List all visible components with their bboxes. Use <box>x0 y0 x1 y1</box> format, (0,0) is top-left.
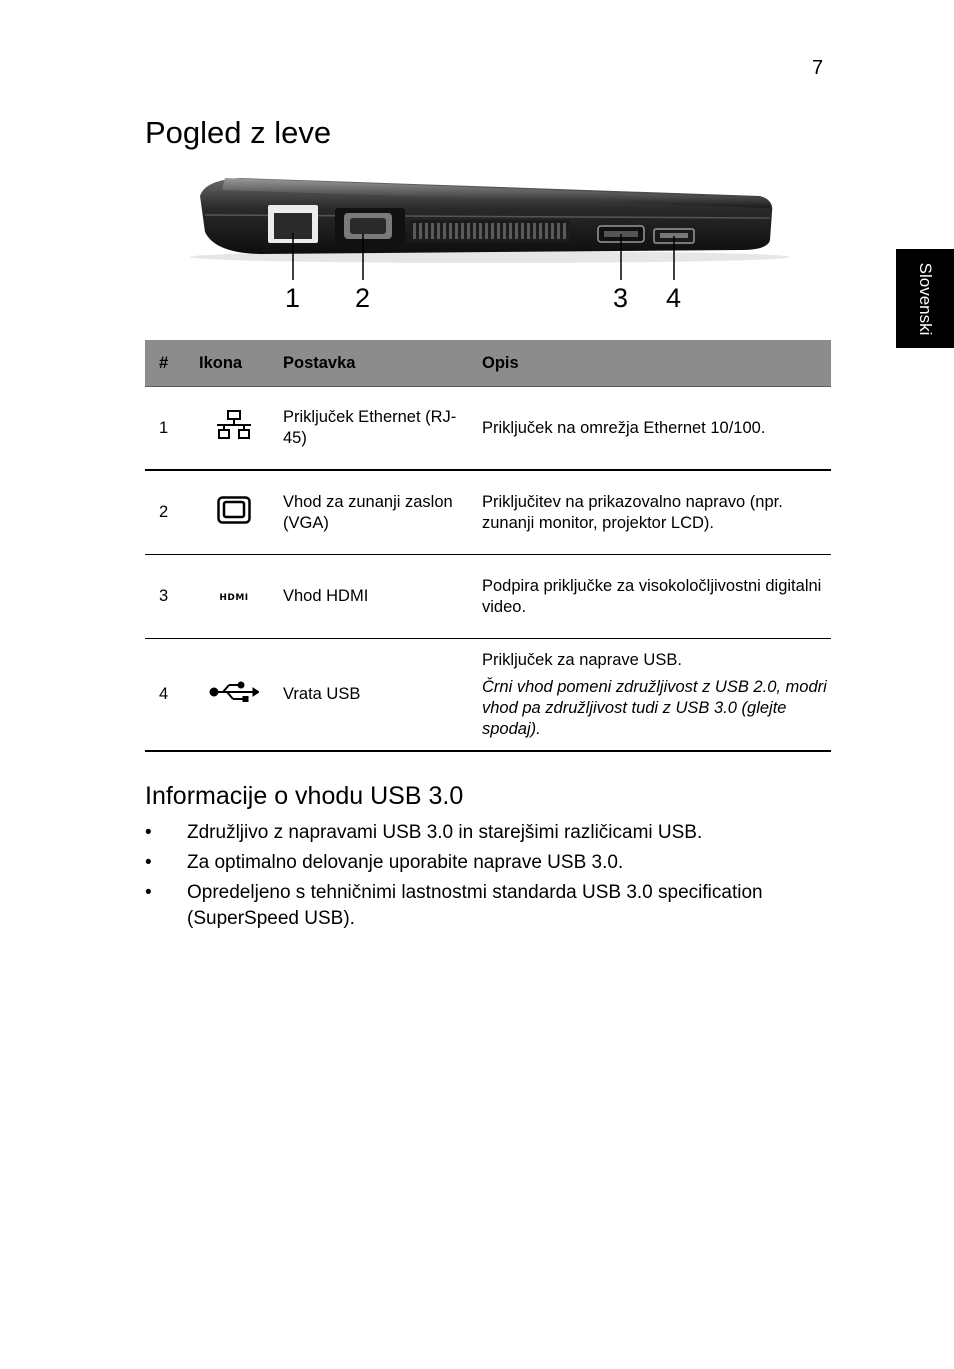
header-item: Postavka <box>269 340 468 387</box>
page-number: 7 <box>812 57 824 79</box>
row-description: Priključek na omrežja Ethernet 10/100. <box>468 387 831 471</box>
callout-3: 3 <box>613 283 629 313</box>
row-number: 2 <box>145 470 199 555</box>
ports-table <box>145 340 831 752</box>
ventilation-grille <box>410 220 570 242</box>
row-number: 3 <box>145 555 199 639</box>
header-number: # <box>145 340 199 387</box>
table-row <box>145 387 831 471</box>
list-item: • Opredeljeno s tehničnimi lastnostmi standarda USB 3.0 specification (SuperSpeed USB). <box>145 880 835 932</box>
row-item: Vhod HDMI <box>269 555 468 639</box>
header-icon: Ikona <box>199 340 269 387</box>
section-title: Informacije o vhodu USB 3.0 <box>145 782 464 810</box>
table-row <box>145 470 831 555</box>
row-number: 1 <box>145 387 199 471</box>
row-item: Vrata USB <box>269 639 468 752</box>
callout-4: 4 <box>666 283 682 313</box>
list-item: • Za optimalno delovanje uporabite naprave USB 3.0. <box>145 850 835 876</box>
ethernet-icon <box>216 410 252 440</box>
callout-2: 2 <box>355 283 371 313</box>
callout-1: 1 <box>285 283 301 313</box>
row-item: Vhod za zunanji zaslon (VGA) <box>269 470 468 555</box>
page-title: Pogled z leve <box>145 115 332 150</box>
row-number: 4 <box>145 639 199 752</box>
language-tab-label: Slovenski <box>916 262 935 336</box>
usb-icon <box>209 681 259 703</box>
table-row <box>145 555 831 639</box>
bullet-list <box>145 820 835 936</box>
table-row <box>145 639 831 752</box>
header-description: Opis <box>468 340 831 387</box>
hdmi-icon: HDMI <box>219 592 249 603</box>
row-description: Priključitev na prikazovalno napravo (npr. zunanji monitor, projektor LCD). <box>468 470 831 555</box>
vga-port <box>335 208 405 246</box>
row-note: Črni vhod pomeni združljivost z USB 2.0, modri vhod pa združljivost tudi z USB 3.0 (glejte spodaj). <box>482 677 827 738</box>
row-item: Priključek Ethernet (RJ-45) <box>269 387 468 471</box>
laptop-left-side-image <box>0 0 954 320</box>
vga-icon <box>217 496 251 524</box>
table-header <box>145 340 831 387</box>
list-item: • Združljivo z napravami USB 3.0 in starejšimi različicami USB. <box>145 820 835 846</box>
row-description: Podpira priključke za visokoločljivostni digitalni video. <box>468 555 831 639</box>
row-description: Priključek za naprave USB. <box>482 650 682 669</box>
row-description-cell <box>468 639 831 752</box>
